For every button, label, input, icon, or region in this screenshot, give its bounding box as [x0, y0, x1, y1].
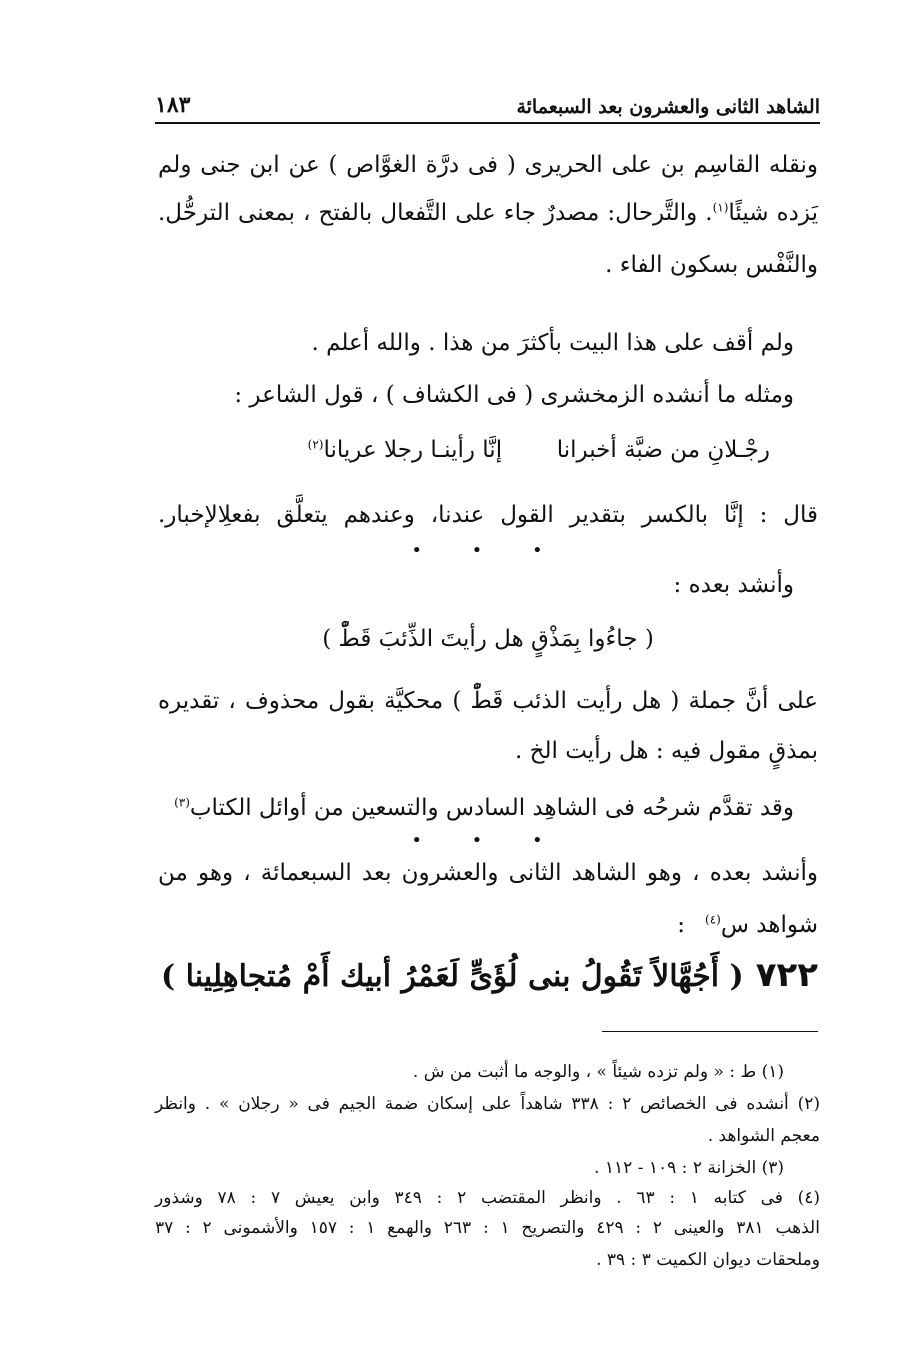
footnote: معجم الشواهد .: [707, 1126, 820, 1146]
running-header: [155, 82, 820, 124]
quoted-verse: ( جاءُوا بِمَذْقٍ هل رأيتَ الذِّئبَ قَطّْ ): [322, 626, 654, 652]
verse-hemistich: إنَّا رأينـا رجلا عريانا: [323, 437, 503, 463]
paragraph-line: ونقله القاسِم بن على الحريرى ( فى درَّة الغوَّاص ) عن ابن جنى ولم: [158, 152, 818, 178]
paragraph-line: بمذقٍ مقول فيه : هل رأيت الخ .: [515, 738, 818, 764]
footnote: (١) ط : « ولم تزده شيئاً » ، والوجه ما أثبت من ش .: [412, 1062, 784, 1082]
verse-text: ( أَجُهَّالاً تَقُولُ بنى لُؤَىٍّ لَعَمْرُ أبيك أَمْ مُتجاهِلِينا ): [160, 959, 744, 994]
paragraph-line: ولم أقف على هذا البيت بأكثرَ من هذا . والله أعلم .: [311, 330, 794, 356]
paragraph-line: وأنشد بعده :: [673, 572, 794, 598]
footnote: الذهب ٣٨١ والعينى ٢ : ٤٢٩ والتصريح ١ : ٢٦٣ والهمع ١ : ١٥٧ والأشمونى ٢ : ٣٧: [155, 1218, 820, 1238]
footnote: (٢) أنشده فى الخصائص ٢ : ٣٣٨ شاهداً على إسكان ضمة الجيم فى « رجلان » . وانظر: [155, 1094, 820, 1114]
section-separator: • • •: [411, 830, 565, 851]
footnote: (٣) الخزانة ٢ : ١٠٩ - ١١٢ .: [594, 1158, 784, 1178]
paragraph-line: على أنَّ جملة ( هل رأيت الذئب قَطّْ ) محكيَّة بقول محذوف ، تقديره: [158, 688, 818, 714]
paragraph-line: ومثله ما أنشده الزمخشرى ( فى الكشاف ) ، قول الشاعر :: [234, 382, 794, 408]
numbered-verse: [158, 955, 818, 995]
section-separator: • • •: [411, 540, 565, 561]
footnote-marker: (١): [712, 200, 729, 215]
footnote-marker: (٣): [174, 795, 190, 810]
footnote-divider: [602, 1031, 818, 1032]
page-number: ١٨٣: [155, 92, 191, 118]
verse-number: ٧٢٢: [755, 955, 818, 995]
footnote-marker: (٤): [705, 912, 721, 927]
paragraph-line: شواهد س$^{(٤)}$:: [677, 912, 818, 938]
poetry-verse: [308, 437, 770, 463]
footnote: (٤) فى كتابه ١ : ٦٣ . وانظر المقتضب ٢ : ٣٤٩ وابن يعيش ٧ : ٧٨ وشذور: [155, 1188, 821, 1208]
paragraph-line: وقد تقدَّم شرحُه فى الشاهِد السادس والتسعين من أوائل الكتاب$^{(٣)}$: [174, 795, 794, 821]
paragraph-line: وأنشد بعده ، وهو الشاهد الثانى والعشرون بعد السبعمائة ، وهو من: [158, 860, 818, 886]
footnote-marker: (٢): [307, 437, 324, 452]
header-title: الشاهد الثانى والعشرون بعد السبعمائة: [516, 96, 820, 118]
paragraph-line: يَزده شيئًا$^{(١)}$. والتَّرحال: مصدرٌ جاء على التَّفعال بالفتح ، بمعنى الترحُّل.: [158, 200, 819, 226]
paragraph-line: والنَّفْس بسكون الفاء .: [605, 252, 818, 278]
footnote: وملحقات ديوان الكميت ٣ : ٣٩ .: [596, 1250, 820, 1270]
verse-hemistich: رجْـلانِ من ضبَّة أخبرانا: [556, 437, 770, 463]
paragraph-line: قال : إنَّا بالكسر بتقدير القول عندنا، وعندهم يتعلَّق بفعلِالإخبار.: [158, 502, 818, 528]
